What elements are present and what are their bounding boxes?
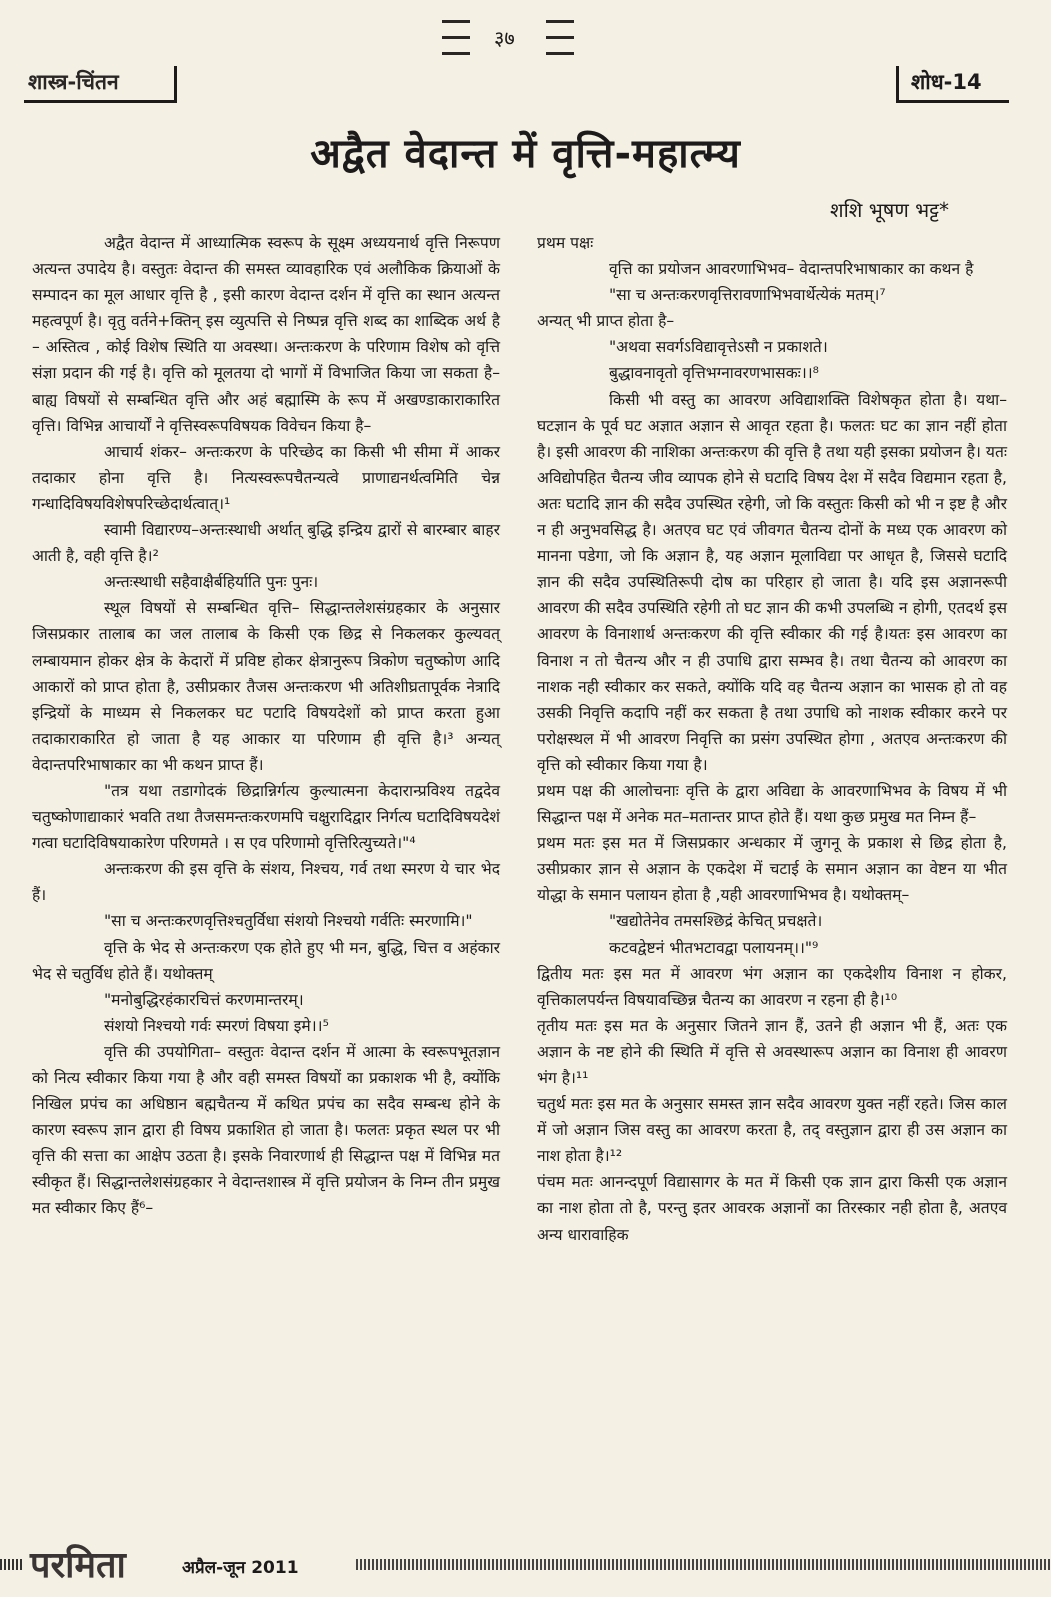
quote-line: "सा च अन्तःकरणवृत्तिरावणाभिभवार्थेत्येकं मतम्।⁷ <box>609 286 886 305</box>
paragraph: अन्तःकरण की इस वृत्ति के संशय, निश्चय, गर्व तथा स्मरण ये चार भेद हैं। <box>32 860 500 905</box>
paragraph: किसी भी वस्तु का आवरण अविद्याशक्ति विशेषकृत होता है। यथा– घटज्ञान के पूर्व घट अज्ञात अज्ञान से आवृत रहता है। फलतः घट का ज्ञान नहीं होता है। इसी आवरण की नाशिका अन्तःकरण की वृत्ति है तथा यही इसका प्रयोजन है। यतः अविद्योपहित चैतन्य जीव व्यापक होने से घटादि विषय देश में सदैव विद्यमान रहता है, अतः घटादि ज्ञान की सदैव उपस्थित रहेगी, जो कि वस्तुतः किसी को भी न इष्ट है और न ही अनुभवसिद्ध है। अतएव घट एवं जीवगत चैतन्य दोनों के मध्य एक आवरण को मानना पडेगा, जो कि अज्ञान है, यह अज्ञान मूलाविद्या पर आधृत है, जिससे घटादि ज्ञान की सदैव उपस्थितिरूपी दोष का परिहार हो जाता है। यदि इस अज्ञानरूपी आवरण की सदैव उपस्थिति रहेगी तो घट ज्ञान की कभी उपलब्धि न होगी, एतदर्थ इस आवरण के विनाशार्थ अन्तःकरण की वृत्ति स्वीकार की गई है।यतः इस आवरण का विनाश न तो चैतन्य और न ही उपाधि द्वारा सम्भव है। तथा चैतन्य को आवरण का नाशक नही स्वीकार कर सकते, क्योंकि यदि वह चैतन्य अज्ञान का भासक हो तो वह उसकी निवृत्ति कदापि नहीं कर सकता है तथा उपाधि को नाशक स्वीकार करने पर परोक्षस्थल में भी आवरण निवृत्ति का प्रसंग उपस्थित होगा , अतएव अन्तःकरण की वृत्ति को स्वीकार किया गया है। <box>537 390 1007 774</box>
footer-right-bar <box>356 1559 1051 1570</box>
paragraph: अद्वैत वेदान्त में आध्यात्मिक स्वरूप के सूक्ष्म अध्ययनार्थ वृत्ति निरूपण अत्यन्त उपादेय है। वस्तुतः वेदान्त की समस्त व्यावहारिक एवं अलौकिक क्रियाओं के सम्पादन का मूल आधार वृत्ति है , इसी कारण वेदान्त दर्शन में वृत्ति का स्थान अत्यन्त महत्वपूर्ण है। वृतु वर्तने+क्तिन् इस व्युत्पत्ति से निष्पन्न वृत्ति शब्द का शाब्दिक अर्थ है – अस्तित्व , कोई विशेष स्थिति या अवस्था। अन्तःकरण के परिणाम विशेष को वृत्ति संज्ञा प्रदान की गई है। वृत्ति को मूलतया दो भागों में विभाजित किया जा सकता है– बाह्य विषयों से सम्बन्धित वृत्ति और अहं बह्मास्मि के रूप में अखण्डाकाराकारित वृत्ति। विभिन्न आचार्यों ने वृत्तिस्वरूपविषयक विवेचन किया है– <box>32 234 500 435</box>
page-number-ornament <box>442 14 592 64</box>
ornament-right <box>546 16 574 60</box>
paragraph: तृतीय मतः इस मत के अनुसार जितने ज्ञान हैं, उतने ही अज्ञान भी हैं, अतः एक अज्ञान के नष्ट होने की स्थिति में वृत्ति से अवस्थारूप अज्ञान का विनाश ही आवरण भंग है।¹¹ <box>537 1016 1007 1087</box>
paragraph: वृत्ति का प्रयोजन आवरणाभिभव– वेदान्तपरिभाषाकार का कथन है <box>609 260 974 279</box>
paragraph: चतुर्थ मतः इस मत के अनुसार समस्त ज्ञान सदैव आवरण युक्त नहीं रहते। जिस काल में जो अज्ञान जिस वस्तु का आवरण करता है, तद् वस्तुज्ञान द्वारा ही उस अज्ञान का नाश होता है।¹² <box>537 1095 1007 1166</box>
quote-block: "सा च अन्तःकरणवृत्तिश्चतुर्विधा संशयो निश्चयो गर्वतिः स्मरणामि।" <box>104 912 473 931</box>
paragraph: प्रथम मतः इस मत में जिसप्रकार अन्धकार में जुगनू के प्रकाश से छिद्र होता है, उसीप्रकार ज्ञान से अज्ञान के एकदेश में चटाई के समान अज्ञान का वेष्टन या भीत योद्धा के समान पलायन होता है ,यही आवरणाभिभव है। यथोक्तम्– <box>537 834 1007 905</box>
issue-date: अप्रैल-जून 2011 <box>182 1558 299 1578</box>
paragraph: वृत्ति के भेद से अन्तःकरण एक होते हुए भी मन, बुद्धि, चित्त व अहंकार भेद से चतुर्विध होते हैं। यथोक्तम् <box>32 938 500 983</box>
quote-line: संशयो निश्चयो गर्वः स्मरणं विषया इमे।।⁵ <box>104 1016 329 1035</box>
quote-line: अन्तःस्थाधी सहैवाक्षैर्बहिर्याति पुनः पुनः। <box>104 573 319 592</box>
quote-line: "खद्योतेनेव तमसश्छिद्रं केचित् प्रचक्षते। <box>609 912 823 931</box>
footer-left-bar <box>0 1559 22 1570</box>
paragraph: अन्यत् भी प्राप्त होता है– <box>537 312 675 331</box>
paragraph: पंचम मतः आनन्दपूर्ण विद्यासागर के मत में किसी एक ज्ञान द्वारा किसी एक अज्ञान का नाश होता तो है, परन्तु इतर आवरक अज्ञानों का तिरस्कार नही होता है, अतएव अन्य धारावाहिक <box>537 1173 1007 1244</box>
left-column <box>32 230 500 1222</box>
quote-block: "तत्र यथा तडागोदकं छिद्रान्निर्गत्य कुल्यात्मना केदारान्प्रविश्य तद्वदेव चतुष्कोणाद्याकारं भवति तथा तैजसमन्तःकरणमपि चक्षुरादिद्वार निर्गत्य घटादिविषयदेशं गत्वा घटादिविषयाकारेण परिणमते । स एव परिणामो वृत्तिरित्युच्यते।"⁴ <box>32 781 500 853</box>
paragraph: स्वामी विद्यारण्य–अन्तःस्थाधी अर्थात् बुद्धि इन्द्रिय द्वारों से बारम्बार बाहर आती है, वही वृत्ति है।² <box>32 521 500 566</box>
quote-line: कटवद्वेष्टनं भीतभटावद्वा पलायनम्।।"⁹ <box>609 938 819 957</box>
paragraph: आचार्य शंकर– अन्तःकरण के परिच्छेद का किसी भी सीमा में आकर तदाकार होना वृत्ति है। नित्यस्वरूपचैतन्यत्वे प्राणाद्यनर्थत्वमिति चेन्न गन्धादिविषयविशेषपरिच्छेदार्थत्वात्।¹ <box>32 442 500 513</box>
page-number: ३७ <box>494 26 515 50</box>
paragraph: वृत्ति की उपयोगिता– वस्तुतः वेदान्त दर्शन में आत्मा के स्वरूपभूतज्ञान को नित्य स्वीकार किया गया है और वही समस्त विषयों का प्रकाशक भी है, क्योंकि निखिल प्रपंच का अधिष्ठान बह्मचैतन्य में कथित प्रपंच का सदैव सम्बन्ध होने के कारण स्वरूप ज्ञान द्वारा ही विषय प्रकाशित हो जाता है। फलतः प्रकृत स्थल पर भी वृत्ति की सत्ता का आक्षेप उठता है। इसके निवारणार्थ ही सिद्धान्त पक्ष में विभिन्न मत स्वीकृत हैं। सिद्धान्तलेशसंग्रहकार ने वेदान्तशास्त्र में वृत्ति प्रयोजन के निम्न तीन प्रमुख मत स्वीकार किए हैं⁶– <box>32 1042 500 1218</box>
paragraph: द्वितीय मतः इस मत में आवरण भंग अज्ञान का एकदेशीय विनाश न होकर, वृत्तिकालपर्यन्त विषयावच्छिन्न चैतन्य का आवरण न रहना ही है।¹⁰ <box>537 964 1007 1009</box>
quote-line: "अथवा सवर्गऽविद्यावृत्तेऽसौ न प्रकाशते। <box>609 338 828 357</box>
ornament-left <box>442 16 470 60</box>
right-column <box>537 230 1007 1248</box>
magazine-logo: परमिता <box>30 1545 126 1586</box>
quote-line: "मनोबुद्धिरहंकारचित्तं करणमान्तरम्। <box>104 990 304 1009</box>
subheading: प्रथम पक्षः <box>537 234 594 252</box>
article-title: अद्वैत वेदान्त में वृत्ति-महात्म्य <box>310 131 741 177</box>
paragraph: प्रथम पक्ष की आलोचनाः वृत्ति के द्वारा अविद्या के आवरणाभिभव के विषय में भी सिद्धान्त पक्ष में अनेक मत–मतान्तर प्राप्त होते हैं। यथा कुछ प्रमुख मत निम्न हैं– <box>537 781 1007 827</box>
footer <box>0 1535 1051 1597</box>
section-label-left-text: शास्त्र-चिंतन <box>28 70 119 94</box>
section-label-right-text: शोध-14 <box>911 70 982 94</box>
quote-line: बुद्धावनावृतो वृत्तिभग्नावरणभासकः।।⁸ <box>609 364 819 383</box>
section-label-right <box>896 66 1009 103</box>
article-author: शशि भूषण भट्ट* <box>830 198 950 222</box>
section-label-left <box>24 66 177 103</box>
paragraph: स्थूल विषयों से सम्बन्धित वृत्ति– सिद्धान्तलेशसंग्रहकार के अनुसार जिसप्रकार तालाब का जल तालाब के किसी एक छिद्र से निकलकर कुल्यवत् लम्बायमान होकर क्षेत्र के केदारों में प्रविष्ट होकर क्षेत्रानुरूप त्रिकोण चतुष्कोण आदि आकारों को प्राप्त होता है, उसीप्रकार तैजस अन्तःकरण भी अतिशीघ्रतापूर्वक नेत्रादि इन्द्रियों के माध्यम से निकलकर घट पटादि विषयदेशों को प्राप्त करता हुआ तदाकाराकारित हो जाता है यह आकार या परिणाम ही वृत्ति है।³ अन्यत् वेदान्तपरिभाषाकार का भी कथन प्राप्त हैं। <box>32 599 500 774</box>
